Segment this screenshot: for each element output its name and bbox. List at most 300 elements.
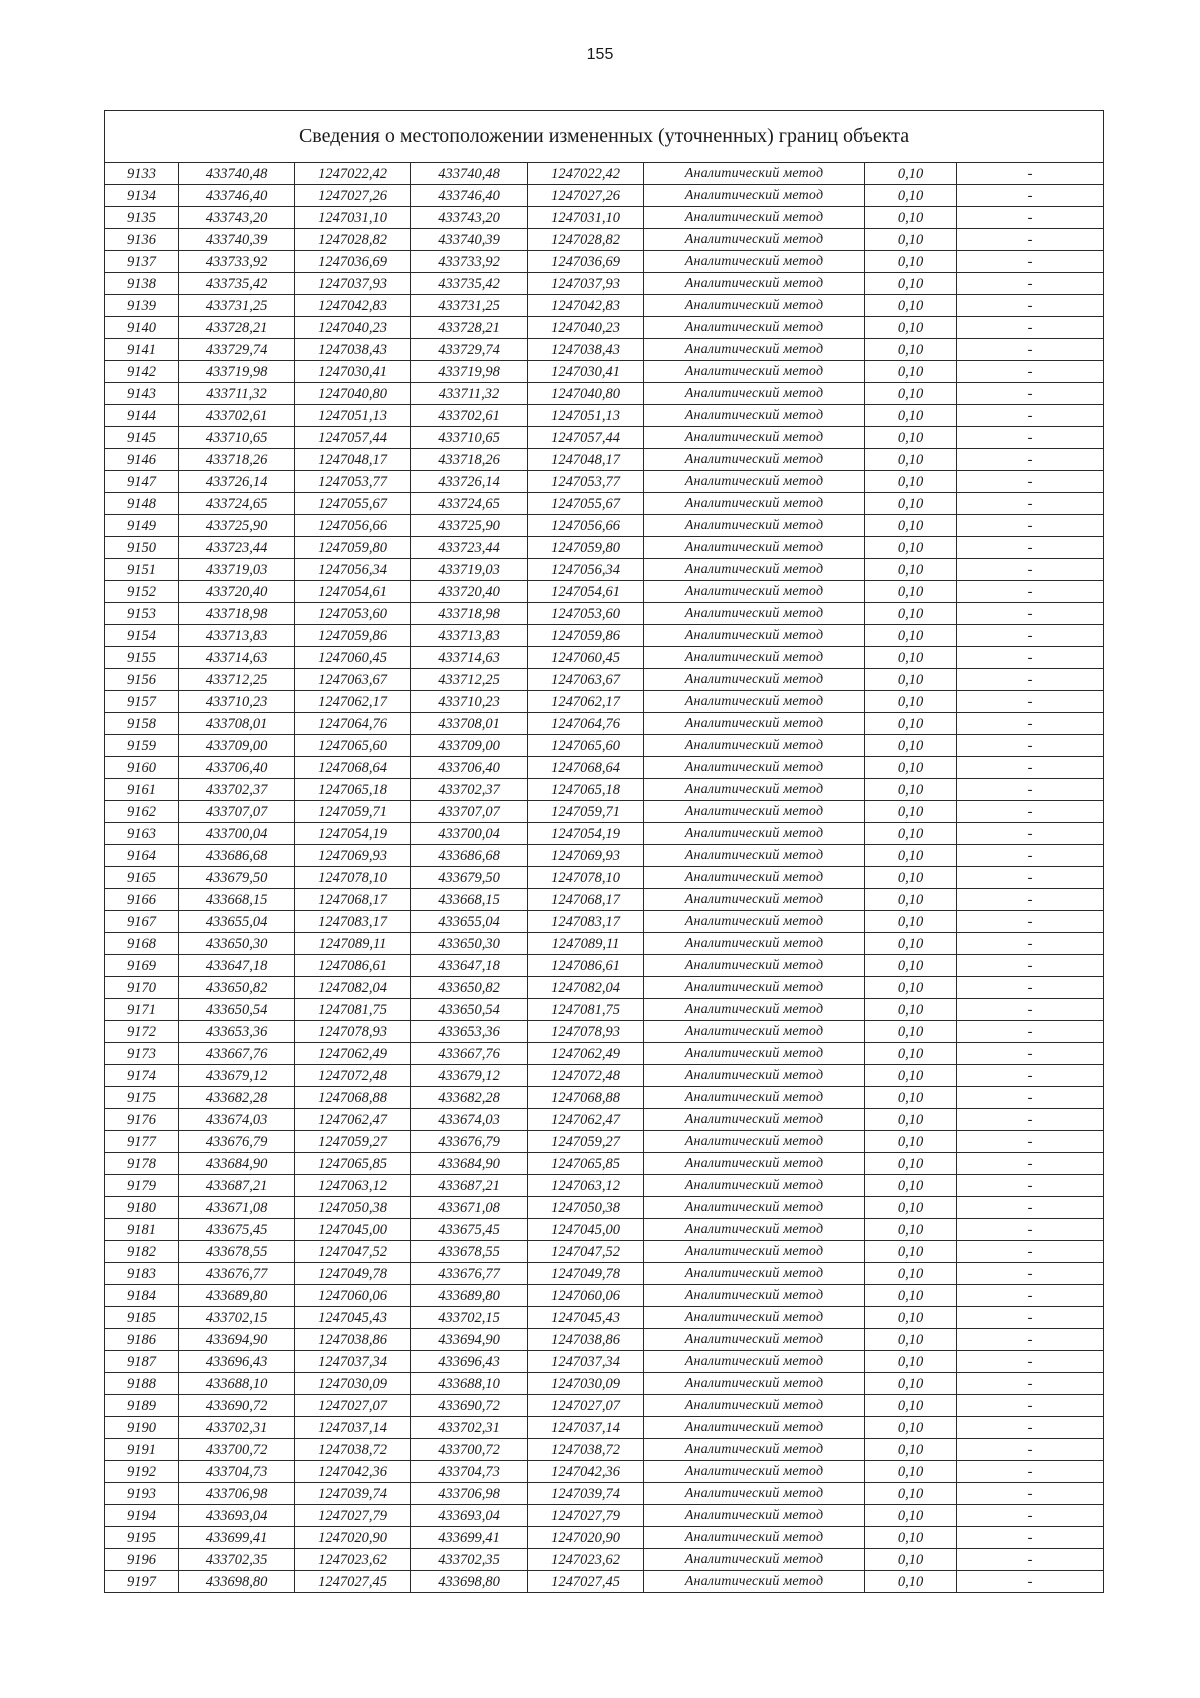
- cell-accuracy: 0,10: [865, 1483, 957, 1505]
- cell-y-new: 1247069,93: [528, 845, 644, 867]
- cell-y-new: 1247086,61: [528, 955, 644, 977]
- table-row: [105, 251, 1104, 273]
- table-row: [105, 1197, 1104, 1219]
- cell-accuracy: 0,10: [865, 1175, 957, 1197]
- cell-y-existing: 1247020,90: [295, 1527, 411, 1549]
- cell-accuracy: 0,10: [865, 405, 957, 427]
- cell-accuracy: 0,10: [865, 317, 957, 339]
- cell-y-new: 1247040,80: [528, 383, 644, 405]
- table-row: [105, 669, 1104, 691]
- cell-x-existing: 433720,40: [179, 581, 295, 603]
- cell-x-new: 433689,80: [411, 1285, 528, 1307]
- cell-method: Аналитический метод: [644, 1439, 865, 1461]
- cell-x-new: 433729,74: [411, 339, 528, 361]
- table-row: [105, 339, 1104, 361]
- table-row: [105, 1395, 1104, 1417]
- cell-point-number: 9147: [105, 471, 179, 493]
- table-row: [105, 1131, 1104, 1153]
- cell-x-new: 433682,28: [411, 1087, 528, 1109]
- cell-x-existing: 433675,45: [179, 1219, 295, 1241]
- cell-description: -: [957, 515, 1104, 537]
- cell-y-existing: 1247040,23: [295, 317, 411, 339]
- cell-point-number: 9196: [105, 1549, 179, 1571]
- cell-accuracy: 0,10: [865, 1373, 957, 1395]
- cell-x-new: 433708,01: [411, 713, 528, 735]
- cell-x-new: 433713,83: [411, 625, 528, 647]
- cell-accuracy: 0,10: [865, 1197, 957, 1219]
- cell-x-new: 433684,90: [411, 1153, 528, 1175]
- cell-description: -: [957, 493, 1104, 515]
- cell-description: -: [957, 999, 1104, 1021]
- cell-accuracy: 0,10: [865, 1461, 957, 1483]
- cell-point-number: 9176: [105, 1109, 179, 1131]
- cell-point-number: 9134: [105, 185, 179, 207]
- cell-description: -: [957, 691, 1104, 713]
- cell-y-new: 1247065,85: [528, 1153, 644, 1175]
- cell-y-new: 1247030,41: [528, 361, 644, 383]
- cell-accuracy: 0,10: [865, 1571, 957, 1593]
- cell-x-existing: 433702,35: [179, 1549, 295, 1571]
- cell-y-new: 1247048,17: [528, 449, 644, 471]
- table-row: [105, 1219, 1104, 1241]
- table-row: [105, 1373, 1104, 1395]
- cell-x-existing: 433718,26: [179, 449, 295, 471]
- cell-method: Аналитический метод: [644, 1417, 865, 1439]
- cell-x-existing: 433710,65: [179, 427, 295, 449]
- cell-x-new: 433702,37: [411, 779, 528, 801]
- cell-y-new: 1247063,12: [528, 1175, 644, 1197]
- cell-x-existing: 433709,00: [179, 735, 295, 757]
- cell-method: Аналитический метод: [644, 493, 865, 515]
- cell-y-existing: 1247042,36: [295, 1461, 411, 1483]
- cell-y-existing: 1247050,38: [295, 1197, 411, 1219]
- cell-description: -: [957, 1065, 1104, 1087]
- cell-x-existing: 433713,83: [179, 625, 295, 647]
- table-row: [105, 1307, 1104, 1329]
- cell-x-existing: 433689,80: [179, 1285, 295, 1307]
- cell-y-existing: 1247049,78: [295, 1263, 411, 1285]
- cell-point-number: 9171: [105, 999, 179, 1021]
- cell-y-existing: 1247078,93: [295, 1021, 411, 1043]
- table-row: [105, 295, 1104, 317]
- cell-y-new: 1247040,23: [528, 317, 644, 339]
- cell-method: Аналитический метод: [644, 1065, 865, 1087]
- cell-y-existing: 1247042,83: [295, 295, 411, 317]
- cell-accuracy: 0,10: [865, 295, 957, 317]
- cell-x-new: 433667,76: [411, 1043, 528, 1065]
- cell-x-existing: 433719,98: [179, 361, 295, 383]
- cell-x-existing: 433723,44: [179, 537, 295, 559]
- cell-x-new: 433686,68: [411, 845, 528, 867]
- cell-y-existing: 1247027,79: [295, 1505, 411, 1527]
- cell-method: Аналитический метод: [644, 603, 865, 625]
- cell-x-new: 433698,80: [411, 1571, 528, 1593]
- cell-method: Аналитический метод: [644, 1527, 865, 1549]
- cell-y-existing: 1247065,85: [295, 1153, 411, 1175]
- cell-point-number: 9137: [105, 251, 179, 273]
- cell-x-new: 433714,63: [411, 647, 528, 669]
- cell-x-new: 433706,98: [411, 1483, 528, 1505]
- cell-description: -: [957, 361, 1104, 383]
- cell-x-new: 433671,08: [411, 1197, 528, 1219]
- cell-accuracy: 0,10: [865, 449, 957, 471]
- cell-x-new: 433699,41: [411, 1527, 528, 1549]
- cell-description: -: [957, 647, 1104, 669]
- cell-x-existing: 433678,55: [179, 1241, 295, 1263]
- cell-accuracy: 0,10: [865, 735, 957, 757]
- cell-method: Аналитический метод: [644, 1329, 865, 1351]
- cell-method: Аналитический метод: [644, 1505, 865, 1527]
- table-row: [105, 559, 1104, 581]
- table-row: [105, 273, 1104, 295]
- cell-method: Аналитический метод: [644, 625, 865, 647]
- cell-description: -: [957, 1153, 1104, 1175]
- cell-point-number: 9136: [105, 229, 179, 251]
- cell-x-new: 433740,39: [411, 229, 528, 251]
- cell-method: Аналитический метод: [644, 713, 865, 735]
- cell-accuracy: 0,10: [865, 1087, 957, 1109]
- cell-y-existing: 1247054,61: [295, 581, 411, 603]
- cell-method: Аналитический метод: [644, 1087, 865, 1109]
- cell-x-existing: 433735,42: [179, 273, 295, 295]
- cell-method: Аналитический метод: [644, 405, 865, 427]
- table-row: [105, 1439, 1104, 1461]
- cell-x-existing: 433719,03: [179, 559, 295, 581]
- cell-accuracy: 0,10: [865, 1505, 957, 1527]
- cell-x-existing: 433726,14: [179, 471, 295, 493]
- cell-x-existing: 433682,28: [179, 1087, 295, 1109]
- cell-method: Аналитический метод: [644, 581, 865, 603]
- cell-point-number: 9167: [105, 911, 179, 933]
- cell-accuracy: 0,10: [865, 339, 957, 361]
- cell-x-existing: 433728,21: [179, 317, 295, 339]
- table-row: [105, 999, 1104, 1021]
- cell-x-existing: 433696,43: [179, 1351, 295, 1373]
- table-row: [105, 735, 1104, 757]
- cell-x-new: 433679,50: [411, 867, 528, 889]
- cell-point-number: 9179: [105, 1175, 179, 1197]
- cell-point-number: 9135: [105, 207, 179, 229]
- cell-x-new: 433711,32: [411, 383, 528, 405]
- cell-x-new: 433693,04: [411, 1505, 528, 1527]
- table-row: [105, 163, 1104, 185]
- table-title-row: [105, 111, 1104, 163]
- cell-point-number: 9181: [105, 1219, 179, 1241]
- cell-description: -: [957, 295, 1104, 317]
- table-row: [105, 713, 1104, 735]
- cell-y-new: 1247039,74: [528, 1483, 644, 1505]
- cell-description: -: [957, 757, 1104, 779]
- table-row: [105, 1505, 1104, 1527]
- table-row: [105, 1461, 1104, 1483]
- cell-y-existing: 1247059,71: [295, 801, 411, 823]
- cell-method: Аналитический метод: [644, 185, 865, 207]
- cell-y-existing: 1247051,13: [295, 405, 411, 427]
- cell-y-new: 1247050,38: [528, 1197, 644, 1219]
- cell-y-existing: 1247056,66: [295, 515, 411, 537]
- cell-x-new: 433650,54: [411, 999, 528, 1021]
- cell-x-existing: 433702,61: [179, 405, 295, 427]
- cell-y-existing: 1247053,60: [295, 603, 411, 625]
- cell-y-new: 1247062,47: [528, 1109, 644, 1131]
- table-row: [105, 1285, 1104, 1307]
- cell-method: Аналитический метод: [644, 977, 865, 999]
- cell-y-new: 1247037,93: [528, 273, 644, 295]
- cell-description: -: [957, 339, 1104, 361]
- cell-y-existing: 1247045,00: [295, 1219, 411, 1241]
- table-row: [105, 207, 1104, 229]
- cell-x-new: 433700,04: [411, 823, 528, 845]
- cell-y-existing: 1247036,69: [295, 251, 411, 273]
- cell-y-new: 1247042,36: [528, 1461, 644, 1483]
- cell-method: Аналитический метод: [644, 1571, 865, 1593]
- table-row: [105, 911, 1104, 933]
- cell-description: -: [957, 405, 1104, 427]
- cell-accuracy: 0,10: [865, 823, 957, 845]
- table-row: [105, 405, 1104, 427]
- cell-y-existing: 1247082,04: [295, 977, 411, 999]
- cell-y-existing: 1247055,67: [295, 493, 411, 515]
- cell-description: -: [957, 1417, 1104, 1439]
- cell-y-new: 1247037,34: [528, 1351, 644, 1373]
- cell-description: -: [957, 1219, 1104, 1241]
- cell-accuracy: 0,10: [865, 999, 957, 1021]
- cell-description: -: [957, 273, 1104, 295]
- cell-accuracy: 0,10: [865, 801, 957, 823]
- cell-y-existing: 1247054,19: [295, 823, 411, 845]
- cell-method: Аналитический метод: [644, 559, 865, 581]
- cell-y-new: 1247054,19: [528, 823, 644, 845]
- cell-x-existing: 433671,08: [179, 1197, 295, 1219]
- cell-point-number: 9177: [105, 1131, 179, 1153]
- cell-x-existing: 433667,76: [179, 1043, 295, 1065]
- table-row: [105, 1109, 1104, 1131]
- cell-y-existing: 1247027,07: [295, 1395, 411, 1417]
- cell-description: -: [957, 383, 1104, 405]
- cell-method: Аналитический метод: [644, 1307, 865, 1329]
- cell-x-new: 433675,45: [411, 1219, 528, 1241]
- cell-accuracy: 0,10: [865, 625, 957, 647]
- cell-accuracy: 0,10: [865, 757, 957, 779]
- cell-method: Аналитический метод: [644, 1153, 865, 1175]
- cell-description: -: [957, 845, 1104, 867]
- cell-description: -: [957, 1329, 1104, 1351]
- cell-x-new: 433694,90: [411, 1329, 528, 1351]
- cell-accuracy: 0,10: [865, 581, 957, 603]
- cell-x-existing: 433718,98: [179, 603, 295, 625]
- cell-x-new: 433678,55: [411, 1241, 528, 1263]
- cell-x-new: 433653,36: [411, 1021, 528, 1043]
- cell-point-number: 9162: [105, 801, 179, 823]
- cell-description: -: [957, 1439, 1104, 1461]
- cell-point-number: 9182: [105, 1241, 179, 1263]
- cell-point-number: 9197: [105, 1571, 179, 1593]
- cell-accuracy: 0,10: [865, 471, 957, 493]
- cell-description: -: [957, 1043, 1104, 1065]
- cell-x-existing: 433655,04: [179, 911, 295, 933]
- cell-x-new: 433676,79: [411, 1131, 528, 1153]
- cell-description: -: [957, 735, 1104, 757]
- cell-method: Аналитический метод: [644, 933, 865, 955]
- cell-point-number: 9158: [105, 713, 179, 735]
- cell-accuracy: 0,10: [865, 889, 957, 911]
- cell-y-new: 1247082,04: [528, 977, 644, 999]
- cell-y-existing: 1247023,62: [295, 1549, 411, 1571]
- cell-method: Аналитический метод: [644, 1263, 865, 1285]
- cell-description: -: [957, 163, 1104, 185]
- cell-accuracy: 0,10: [865, 1153, 957, 1175]
- cell-x-existing: 433668,15: [179, 889, 295, 911]
- cell-accuracy: 0,10: [865, 1307, 957, 1329]
- cell-point-number: 9166: [105, 889, 179, 911]
- cell-point-number: 9159: [105, 735, 179, 757]
- cell-point-number: 9152: [105, 581, 179, 603]
- cell-y-existing: 1247065,18: [295, 779, 411, 801]
- cell-y-new: 1247027,45: [528, 1571, 644, 1593]
- cell-x-existing: 433674,03: [179, 1109, 295, 1131]
- cell-method: Аналитический метод: [644, 779, 865, 801]
- table-row: [105, 1483, 1104, 1505]
- table-row: [105, 933, 1104, 955]
- cell-y-existing: 1247063,12: [295, 1175, 411, 1197]
- cell-point-number: 9153: [105, 603, 179, 625]
- cell-y-new: 1247022,42: [528, 163, 644, 185]
- cell-y-new: 1247078,93: [528, 1021, 644, 1043]
- cell-y-existing: 1247083,17: [295, 911, 411, 933]
- table-row: [105, 1043, 1104, 1065]
- cell-method: Аналитический метод: [644, 449, 865, 471]
- table-row: [105, 867, 1104, 889]
- cell-x-existing: 433740,48: [179, 163, 295, 185]
- cell-point-number: 9156: [105, 669, 179, 691]
- table-row: [105, 383, 1104, 405]
- cell-description: -: [957, 449, 1104, 471]
- cell-accuracy: 0,10: [865, 251, 957, 273]
- cell-y-existing: 1247068,88: [295, 1087, 411, 1109]
- cell-x-new: 433690,72: [411, 1395, 528, 1417]
- cell-method: Аналитический метод: [644, 1483, 865, 1505]
- cell-description: -: [957, 1373, 1104, 1395]
- cell-accuracy: 0,10: [865, 559, 957, 581]
- cell-method: Аналитический метод: [644, 1197, 865, 1219]
- cell-x-new: 433710,65: [411, 427, 528, 449]
- cell-x-new: 433726,14: [411, 471, 528, 493]
- cell-x-new: 433724,65: [411, 493, 528, 515]
- cell-method: Аналитический метод: [644, 273, 865, 295]
- cell-x-new: 433718,26: [411, 449, 528, 471]
- cell-accuracy: 0,10: [865, 1329, 957, 1351]
- table-row: [105, 1571, 1104, 1593]
- cell-accuracy: 0,10: [865, 427, 957, 449]
- cell-y-existing: 1247040,80: [295, 383, 411, 405]
- cell-description: -: [957, 1549, 1104, 1571]
- cell-x-new: 433728,21: [411, 317, 528, 339]
- cell-y-new: 1247056,66: [528, 515, 644, 537]
- cell-x-existing: 433700,04: [179, 823, 295, 845]
- cell-description: -: [957, 1197, 1104, 1219]
- cell-method: Аналитический метод: [644, 1241, 865, 1263]
- cell-x-new: 433676,77: [411, 1263, 528, 1285]
- cell-method: Аналитический метод: [644, 295, 865, 317]
- cell-point-number: 9133: [105, 163, 179, 185]
- cell-accuracy: 0,10: [865, 493, 957, 515]
- cell-method: Аналитический метод: [644, 1373, 865, 1395]
- cell-y-new: 1247020,90: [528, 1527, 644, 1549]
- cell-y-existing: 1247089,11: [295, 933, 411, 955]
- cell-y-new: 1247089,11: [528, 933, 644, 955]
- cell-y-new: 1247055,67: [528, 493, 644, 515]
- cell-description: -: [957, 1021, 1104, 1043]
- cell-y-new: 1247049,78: [528, 1263, 644, 1285]
- cell-point-number: 9151: [105, 559, 179, 581]
- cell-point-number: 9192: [105, 1461, 179, 1483]
- cell-point-number: 9175: [105, 1087, 179, 1109]
- cell-x-existing: 433693,04: [179, 1505, 295, 1527]
- cell-y-existing: 1247037,34: [295, 1351, 411, 1373]
- cell-x-existing: 433710,23: [179, 691, 295, 713]
- cell-accuracy: 0,10: [865, 1241, 957, 1263]
- table-row: [105, 537, 1104, 559]
- table-row: [105, 1241, 1104, 1263]
- cell-method: Аналитический метод: [644, 801, 865, 823]
- cell-y-new: 1247031,10: [528, 207, 644, 229]
- cell-description: -: [957, 823, 1104, 845]
- cell-y-existing: 1247060,45: [295, 647, 411, 669]
- cell-description: -: [957, 625, 1104, 647]
- table-row: [105, 845, 1104, 867]
- cell-y-new: 1247051,13: [528, 405, 644, 427]
- cell-description: -: [957, 229, 1104, 251]
- cell-description: -: [957, 1109, 1104, 1131]
- cell-y-existing: 1247072,48: [295, 1065, 411, 1087]
- cell-x-new: 433674,03: [411, 1109, 528, 1131]
- table-row: [105, 823, 1104, 845]
- cell-y-new: 1247068,17: [528, 889, 644, 911]
- cell-x-existing: 433740,39: [179, 229, 295, 251]
- table-row: [105, 1527, 1104, 1549]
- cell-point-number: 9180: [105, 1197, 179, 1219]
- cell-method: Аналитический метод: [644, 867, 865, 889]
- cell-description: -: [957, 1351, 1104, 1373]
- cell-accuracy: 0,10: [865, 1439, 957, 1461]
- cell-point-number: 9170: [105, 977, 179, 999]
- cell-y-new: 1247037,14: [528, 1417, 644, 1439]
- cell-x-existing: 433711,32: [179, 383, 295, 405]
- cell-y-existing: 1247030,09: [295, 1373, 411, 1395]
- table-row: [105, 1087, 1104, 1109]
- table-row: [105, 317, 1104, 339]
- cell-description: -: [957, 559, 1104, 581]
- cell-method: Аналитический метод: [644, 1285, 865, 1307]
- cell-point-number: 9144: [105, 405, 179, 427]
- cell-y-existing: 1247027,45: [295, 1571, 411, 1593]
- cell-y-new: 1247038,86: [528, 1329, 644, 1351]
- cell-y-new: 1247036,69: [528, 251, 644, 273]
- cell-y-new: 1247072,48: [528, 1065, 644, 1087]
- table-row: [105, 625, 1104, 647]
- cell-point-number: 9155: [105, 647, 179, 669]
- cell-y-existing: 1247059,86: [295, 625, 411, 647]
- cell-description: -: [957, 1527, 1104, 1549]
- cell-method: Аналитический метод: [644, 1175, 865, 1197]
- cell-method: Аналитический метод: [644, 229, 865, 251]
- cell-x-existing: 433676,79: [179, 1131, 295, 1153]
- boundary-coordinates-table: [104, 110, 1104, 1593]
- table-row: [105, 977, 1104, 999]
- cell-description: -: [957, 933, 1104, 955]
- cell-method: Аналитический метод: [644, 889, 865, 911]
- cell-method: Аналитический метод: [644, 823, 865, 845]
